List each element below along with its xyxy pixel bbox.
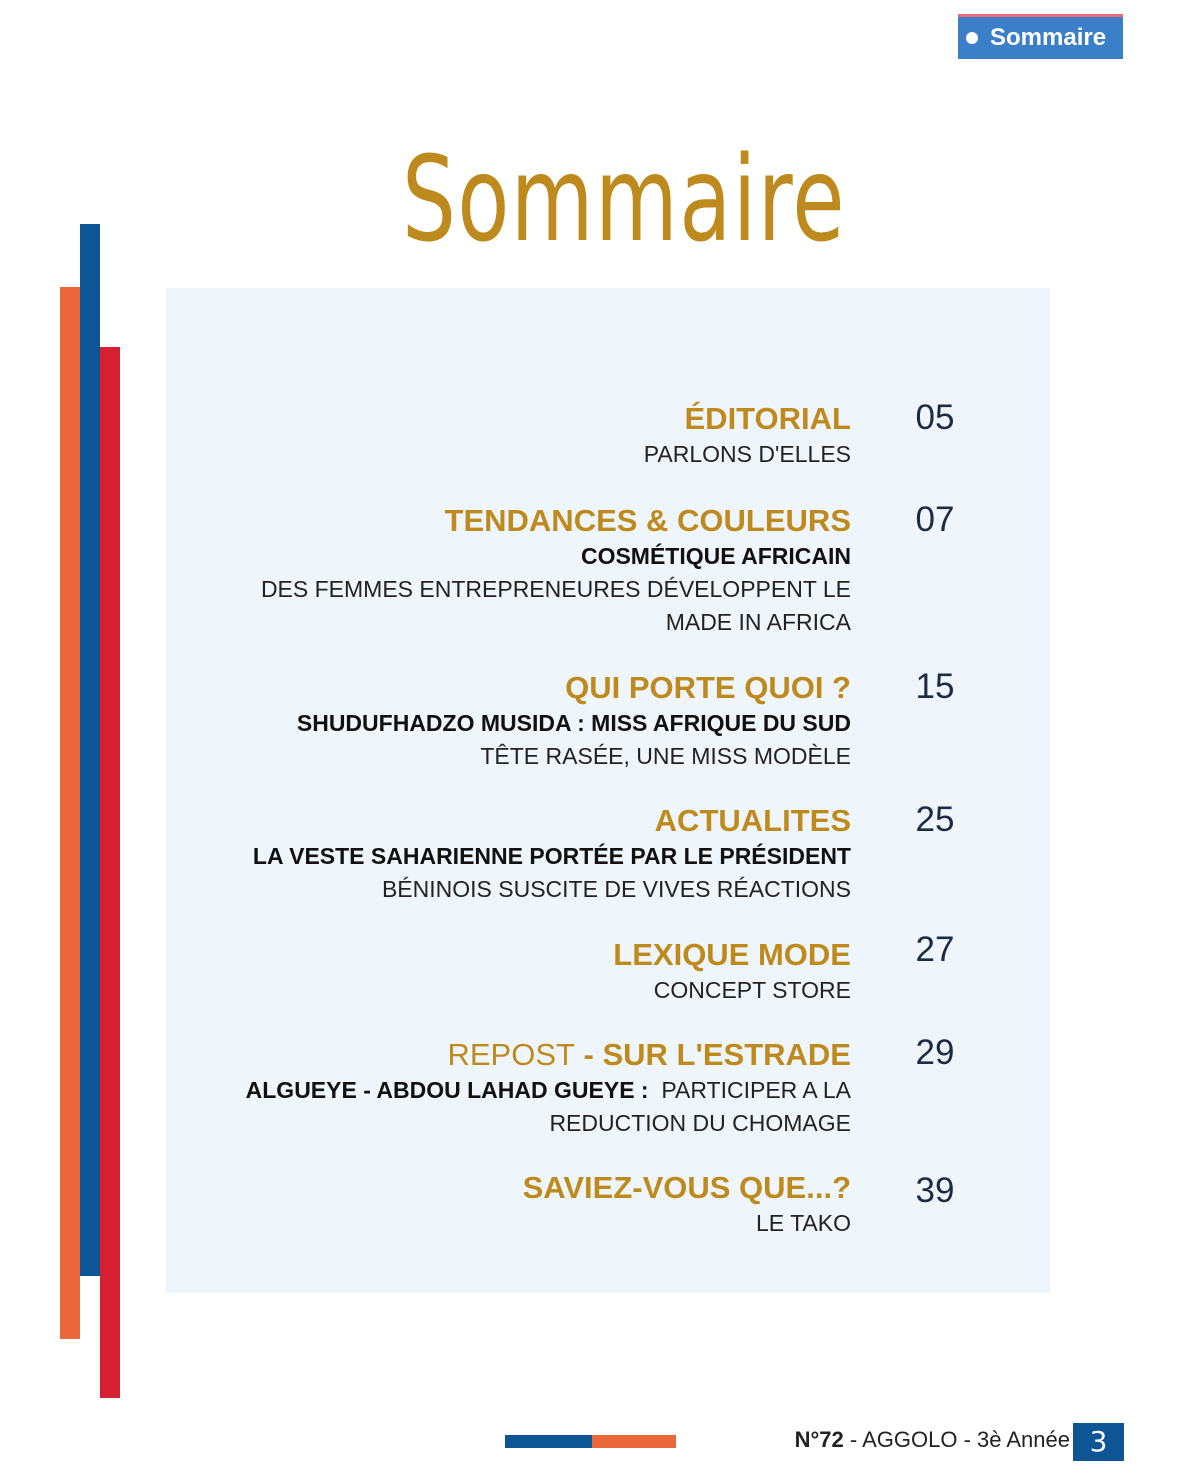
- folio-page-number: 3: [1073, 1423, 1124, 1461]
- toc-entry-editorial[interactable]: [166, 400, 851, 471]
- page-number: 07: [915, 500, 955, 539]
- section-title: SAVIEZ-VOUS QUE...?: [522, 1170, 851, 1205]
- article-subtitle: MADE IN AFRICA: [665, 609, 851, 635]
- section-title: [166, 1036, 851, 1074]
- article-subtitle: REDUCTION DU CHOMAGE: [549, 1110, 851, 1136]
- footer-blue-bar: [505, 1435, 592, 1448]
- article-subtitle: LE TAKO: [755, 1210, 851, 1236]
- page-number: 29: [915, 1033, 955, 1072]
- section-title: QUI PORTE QUOI ?: [565, 670, 851, 705]
- article-headline: COSMÉTIQUE AFRICAIN: [580, 543, 851, 569]
- article-line: [166, 1074, 851, 1107]
- blue-stripe: [80, 224, 100, 1276]
- article-subtitle: DES FEMMES ENTREPRENEURES DÉVELOPPENT LE: [260, 576, 851, 602]
- page-number: 39: [915, 1171, 955, 1210]
- toc-entry-qui-porte-quoi[interactable]: [166, 669, 851, 773]
- toc-entry-tendances[interactable]: [166, 502, 851, 639]
- article-headline: LA VESTE SAHARIENNE PORTÉE PAR LE PRÉSIDENT: [252, 843, 851, 869]
- page-number: 05: [915, 398, 955, 437]
- article-subtitle: CONCEPT STORE: [653, 977, 851, 1003]
- article-subtitle: TÊTE RASÉE, UNE MISS MODÈLE: [480, 743, 851, 769]
- toc-entry-lexique-mode[interactable]: [166, 936, 851, 1007]
- article-subtitle: PARLONS D'ELLES: [643, 441, 851, 467]
- section-tab: [958, 14, 1123, 59]
- footer-issue-info: [780, 1427, 1070, 1453]
- red-stripe: [100, 347, 120, 1398]
- section-title: TENDANCES & COULEURS: [444, 503, 851, 538]
- article-headline: ALGUEYE - ABDOU LAHAD GUEYE :: [245, 1077, 649, 1103]
- article-subtitle: BÉNINOIS SUSCITE DE VIVES RÉACTIONS: [381, 876, 851, 902]
- section-tab-label: Sommaire: [990, 24, 1107, 51]
- section-title: LEXIQUE MODE: [613, 937, 851, 972]
- page-number: 27: [915, 930, 955, 969]
- magazine-name: - AGGOLO - 3è Année: [843, 1427, 1070, 1452]
- article-subtitle-inline: PARTICIPER A LA: [648, 1077, 851, 1103]
- section-title: ACTUALITES: [654, 803, 851, 838]
- orange-stripe: [60, 287, 80, 1339]
- page-number: 15: [915, 667, 955, 706]
- toc-entry-saviez-vous[interactable]: [166, 1169, 851, 1240]
- section-title-light: REPOST: [447, 1037, 575, 1072]
- section-title: ÉDITORIAL: [684, 401, 851, 436]
- section-title-bold: - SUR L'ESTRADE: [574, 1037, 851, 1072]
- issue-number: N°72: [794, 1427, 844, 1452]
- bullet-icon: [966, 32, 978, 44]
- toc-entry-repost[interactable]: [166, 1036, 851, 1140]
- page-number: 25: [915, 800, 955, 839]
- toc-entry-actualites[interactable]: [166, 802, 851, 906]
- article-headline: SHUDUFHADZO MUSIDA : MISS AFRIQUE DU SUD: [296, 710, 851, 736]
- page-title: Sommaire: [402, 130, 846, 268]
- footer-orange-bar: [592, 1435, 676, 1448]
